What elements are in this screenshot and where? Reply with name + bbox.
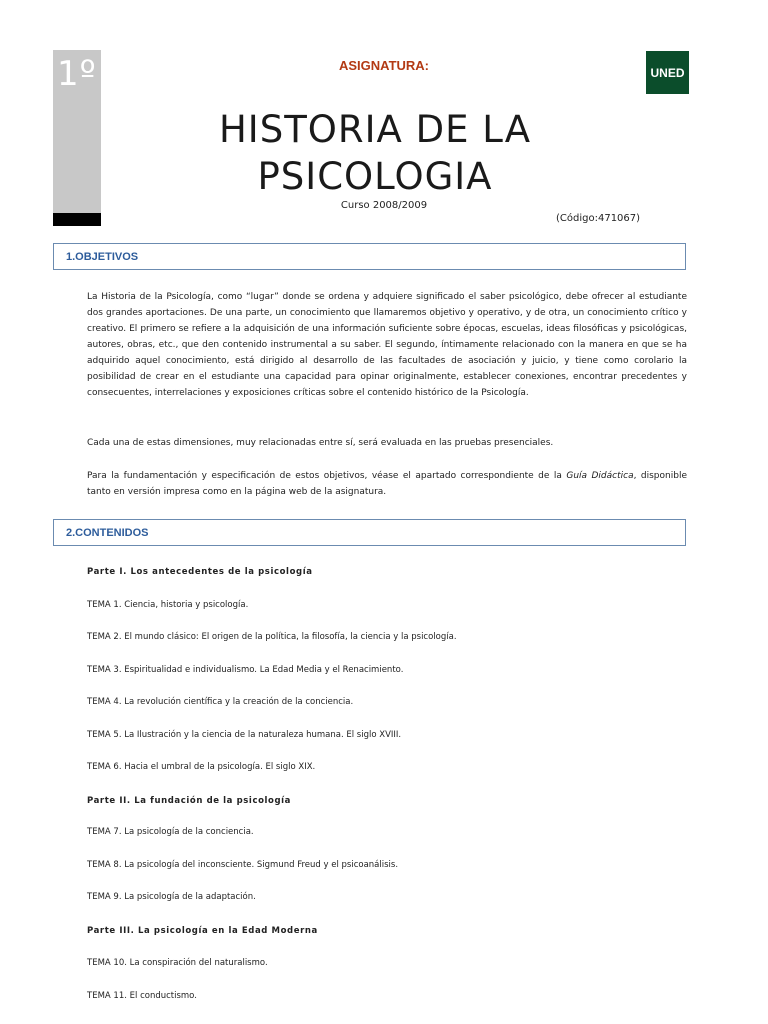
page-title [130,106,620,200]
section-header-objetivos: 1.OBJETIVOS [53,243,686,270]
tema-item: TEMA 9. La psicología de la adaptación. [87,892,256,902]
title-line-2: PSICOLOGIA [257,155,493,198]
parte-heading: Parte I. Los antecedentes de la psicología [87,567,313,577]
tema-item: TEMA 1. Ciencia, historia y psicología. [87,600,249,610]
objetivos-paragraph-2: Cada una de estas dimensiones, muy relacionadas entre sí, será evaluada en las pruebas presenciales. [87,438,554,448]
asignatura-label: ASIGNATURA: [338,58,430,73]
parte-heading: Parte II. La fundación de la psicología [87,796,292,806]
year-label: 1º [57,54,97,94]
tema-item: TEMA 8. La psicología del inconsciente. Sigmund Freud y el psicoanálisis. [87,860,399,870]
title-line-1: HISTORIA DE LA [218,108,532,151]
objetivos-paragraph-1: La Historia de la Psicología, como “lugar” donde se ordena y adquiere significado el saber psicológico, debe ofrecer al estudiante dos grandes aportaciones. De una parte, un conocimiento que llamaremos objetivo y operativo, y de otra, un conocimiento crítico y creativo. El primero se refiere a la adquisición de una información suficiente sobre épocas, escuelas, ideas filosóficas y psicológicas, autores, obras, etc., que den contenido instrumental a su saber. El segundo, íntimamente relacionado con la manera en que se ha adquirido aquel conocimiento, está dirigido al desarrollo de las facultades de asociación y juicio, y tiene como corolario la posibilidad de crear en el estudiante una capacidad para opinar originalmente, establecer conexiones, encontrar precedentes y consecuentes, interrelaciones y exposiciones críticas sobre el contenido histórico de la Psicología. [87,292,687,398]
parte-heading: Parte III. La psicología en la Edad Moderna [87,926,318,936]
tema-item: TEMA 2. El mundo clásico: El origen de la política, la filosofía, la ciencia y la psicología. [87,632,457,642]
tema-item: TEMA 10. La conspiración del naturalismo. [87,958,268,968]
p3-text-before: Para la fundamentación y especificación de estos objetivos, véase el apartado correspondiente de la [87,471,567,481]
guia-didactica-ref: Guía Didáctica [566,471,634,481]
tema-item: TEMA 6. Hacia el umbral de la psicología. El siglo XIX. [87,762,316,772]
tema-item: TEMA 11. El conductismo. [87,991,197,1001]
tema-item: TEMA 7. La psicología de la conciencia. [87,827,254,837]
codigo-label: (Código:471067) [556,213,641,224]
tema-item: TEMA 4. La revolución científica y la creación de la conciencia. [87,697,354,707]
objetivos-paragraph-3 [87,468,687,500]
year-tab-bar [53,213,101,226]
tema-item: TEMA 3. Espiritualidad e individualismo. La Edad Media y el Renacimiento. [87,665,404,675]
curso-label: Curso 2008/2009 [340,200,428,211]
section-header-contenidos: 2.CONTENIDOS [53,519,686,546]
tema-item: TEMA 5. La Ilustración y la ciencia de la naturaleza humana. El siglo XVIII. [87,730,402,740]
uned-logo: UNED [646,51,689,94]
p3-text-after: , disponible tanto en versión impresa como en la página web de la asignatura. [87,471,687,497]
